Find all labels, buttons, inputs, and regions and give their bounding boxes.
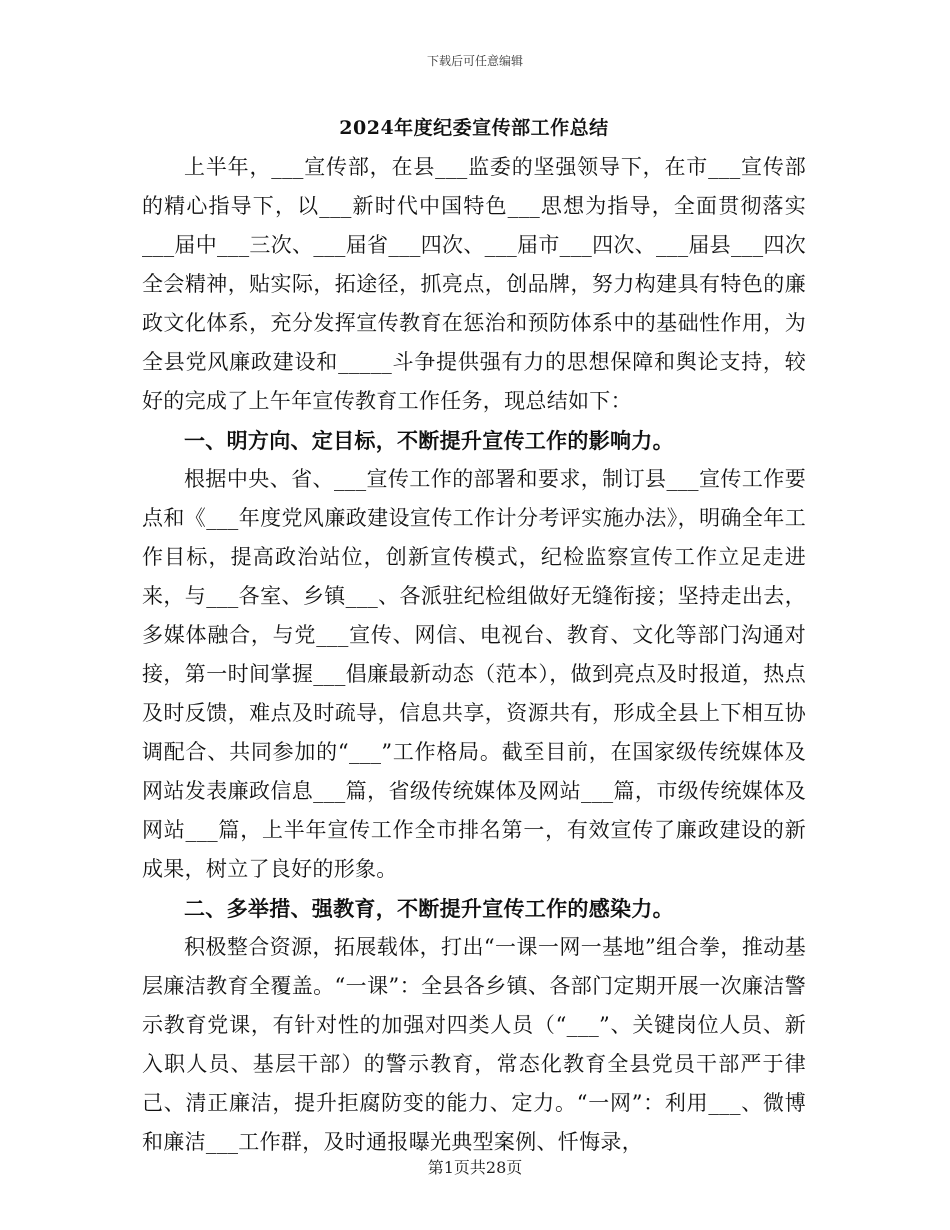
page-header: 下载后可任意编辑 <box>426 54 523 68</box>
page-number-footer: 第1页共28页 <box>427 1158 523 1177</box>
section-1-paragraph: 根据中央、省、___宣传工作的部署和要求，制订县___宣传工作要点和《___年度党风廉政建设宣传工作计分考评实施办法》，明确全年工作目标，提高政治站位，创新宣传模式，纪检监察宣传工作立足走进来，与___各室、乡镇___、各派驻纪检组做好无缝衔接；坚持走出去，多媒体融合，与党___宣传、网信、电视台、教育、文化等部门沟通对接，第一时间掌握___倡廉最新动态（范本），做到亮点及时报道，热点及时反馈，难点及时疏导，信息共享，资源共有，形成全县上下相互协调配合、共同参加的“___”工作格局。截至目前，在国家级传统媒体及网站发表廉政信息___篇，省级传统媒体及网站___篇，市级传统媒体及网站___篇，上半年宣传工作全市排名第一，有效宣传了廉政建设的新成果，树立了良好的形象。 <box>142 467 806 881</box>
section-heading-1: 一、明方向、定目标，不断提升宣传工作的影响力。 <box>184 428 674 453</box>
document-title: 2024年度纪委宣传部工作总结 <box>339 117 609 139</box>
section-heading-2: 二、多举措、强教育，不断提升宣传工作的感染力。 <box>184 896 674 921</box>
intro-paragraph: 上半年，___宣传部，在县___监委的坚强领导下，在市___宣传部的精心指导下，以___新时代中国特色___思想为指导，全面贯彻落实___届中___三次、___届省___四次、___届市___四次、___届县___四次全会精神，贴实际，拓途径，抓亮点，创品牌，努力构建具有特色的廉政文化体系，充分发挥宣传教育在惩治和预防体系中的基础性作用，为全县党风廉政建设和_____斗争提供强有力的思想保障和舆论支持，较好的完成了上午年宣传教育工作任务，现总结如下： <box>142 155 806 413</box>
section-2-paragraph: 积极整合资源，拓展载体，打出“一课一网一基地”组合拳，推动基层廉洁教育全覆盖。“一课”：全县各乡镇、各部门定期开展一次廉洁警示教育党课，有针对性的加强对四类人员（“___”、关键岗位人员、新入职人员、基层干部）的警示教育，常态化教育全县党员干部严于律己、清正廉洁，提升拒腐防变的能力、定力。“一网”：利用___、微博和廉洁___工作群，及时通报曝光典型案例、忏悔录， <box>142 935 806 1154</box>
document-page <box>142 108 806 1162</box>
